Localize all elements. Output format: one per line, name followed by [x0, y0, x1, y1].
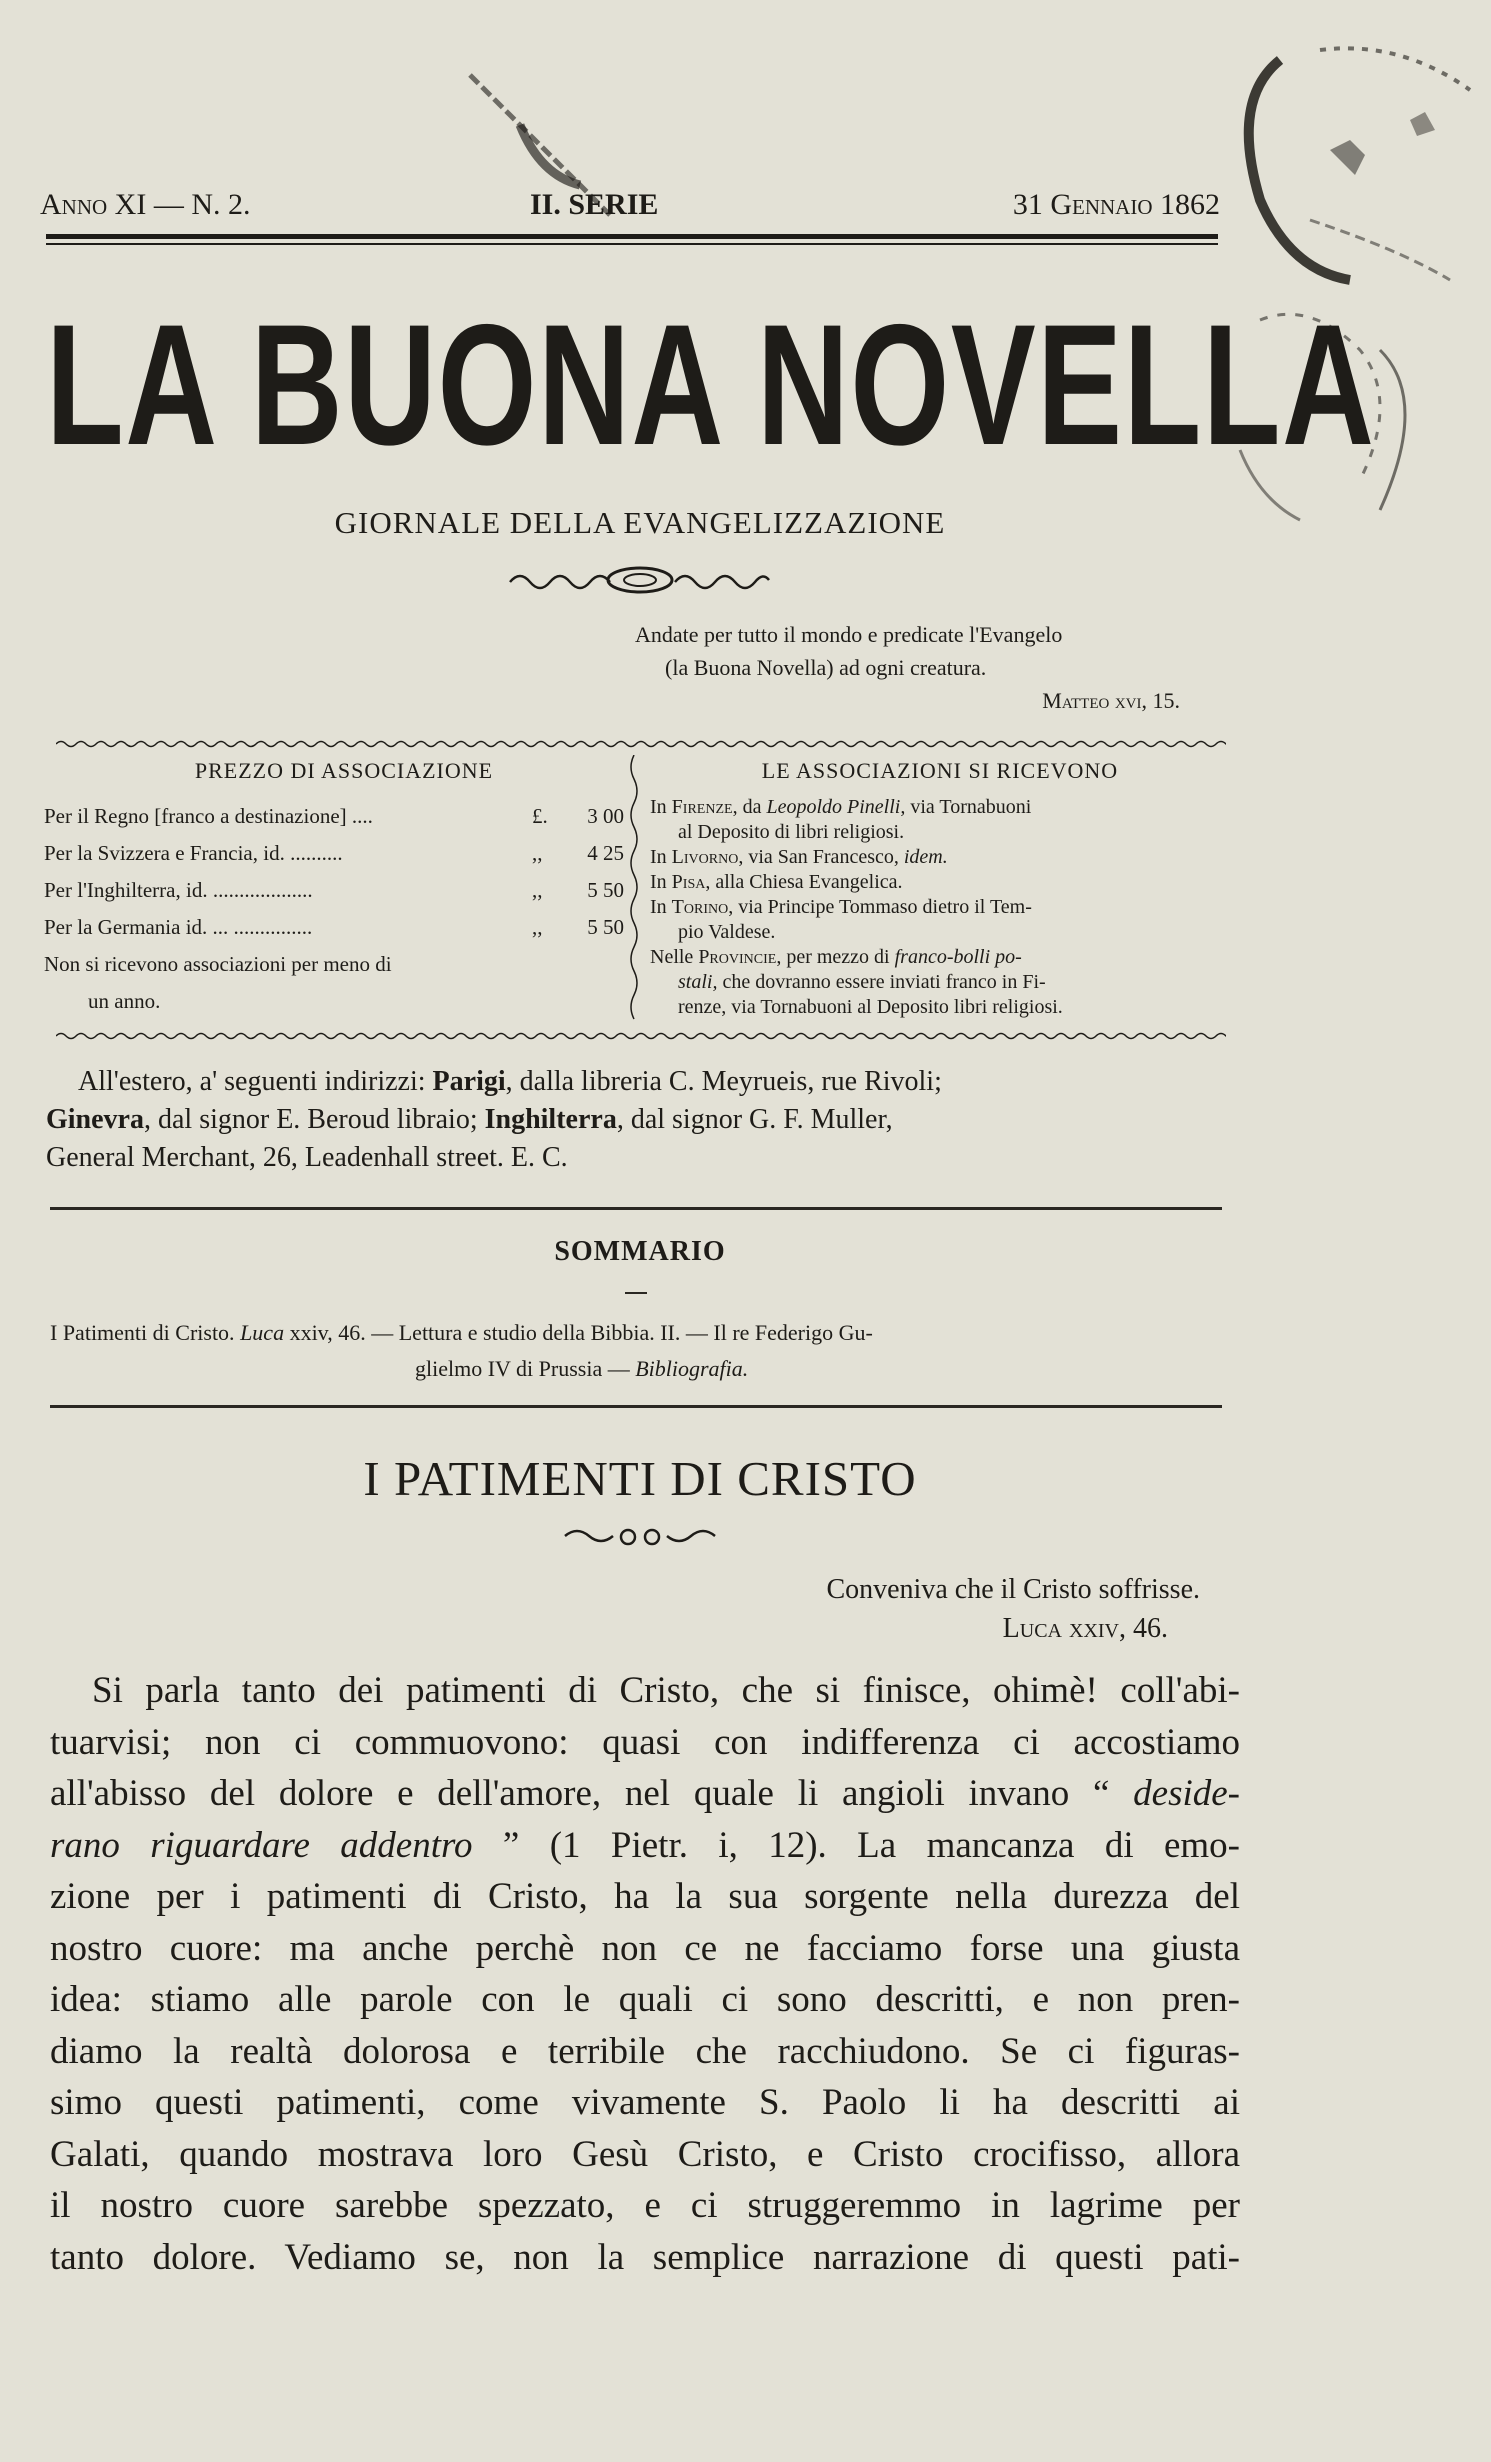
- text: che dovranno essere inviati franco in Fi-: [717, 971, 1046, 993]
- note-line-1: Non si ricevono associazioni per meno di: [44, 952, 392, 976]
- foreign-agents: [46, 1063, 1221, 1177]
- price-amount: 3 00: [587, 804, 624, 828]
- masthead-subtitle: GIORNALE DELLA EVANGELIZZAZIONE: [334, 505, 946, 540]
- country-name: Inghilterra: [484, 1104, 617, 1135]
- text: In: [650, 871, 672, 893]
- price-amount: 5 50: [587, 915, 624, 939]
- region-name: Provincie: [698, 946, 777, 968]
- office-pisa: [650, 870, 1230, 895]
- price-currency: ,,: [532, 915, 543, 939]
- text: Luca: [240, 1320, 285, 1345]
- epigraph-reference: Luca xxiv, 46.: [1002, 1613, 1168, 1644]
- text: glielmo IV di Prussia —: [415, 1356, 636, 1381]
- article-title: I PATIMENTI DI CRISTO: [363, 1451, 917, 1506]
- summary-line-1: [50, 1315, 1240, 1351]
- body-line: diamo la realtà dolorosa e terribile che racchiudono. Se ci figuras-: [50, 2030, 1240, 2072]
- text: , dalla libreria C. Meyrueis, rue Rivoli;: [505, 1066, 942, 1097]
- text: Nelle: [650, 946, 699, 968]
- foreign-line: [46, 1063, 1221, 1101]
- office-livorno: [650, 845, 1230, 870]
- price-currency: ,,: [532, 841, 543, 865]
- note-line-2: un anno.: [88, 989, 161, 1013]
- body-line: Si parla tanto dei patimenti di Cristo, che si finisce, ohimè! coll'abi-: [92, 1670, 1240, 1711]
- wavy-divider-bottom: [56, 1030, 1226, 1042]
- article-epigraph: [700, 1570, 1200, 1648]
- price-row: [44, 798, 624, 835]
- text: , alla Chiesa Evangelica.: [705, 871, 903, 893]
- header-rule-thin: [46, 243, 1218, 245]
- price-row: [44, 909, 624, 946]
- summary-heading: SOMMARIO: [554, 1236, 726, 1267]
- price-label: Per il Regno [franco a destinazione] ....: [44, 804, 373, 828]
- text: all'abisso del dolore e dell'amore, nel quale li angioli invano “: [50, 1773, 1134, 1814]
- office-torino-cont: pio Valdese.: [678, 921, 776, 943]
- price-currency: ,,: [532, 878, 543, 902]
- text: , per mezzo di: [776, 946, 895, 968]
- foreign-line: General Merchant, 26, Leadenhall street. E. C.: [46, 1142, 568, 1173]
- text: franco-bolli po-: [894, 946, 1022, 968]
- city-name: Parigi: [432, 1066, 506, 1097]
- price-amount: 5 50: [587, 878, 624, 902]
- text: rano riguardare addentro: [50, 1824, 473, 1866]
- text: deside-: [1133, 1773, 1240, 1814]
- office-firenze-cont: al Deposito di libri religiosi.: [678, 821, 905, 843]
- city-name: Pisa: [671, 871, 706, 893]
- section-rule: [50, 1405, 1222, 1408]
- text: xxiv, 46. — Lettura e studio della Bibbia. II. — Il re Federigo Gu-: [284, 1320, 873, 1345]
- foreign-line: [46, 1101, 1221, 1139]
- minimum-term-note: [44, 946, 564, 1020]
- motto-line-1: Andate per tutto il mondo e predicate l'Evangelo: [635, 622, 1063, 647]
- office-provincie-cont2: renze, via Tornabuoni al Deposito libri religiosi.: [678, 996, 1063, 1018]
- wavy-divider-top: [56, 738, 1226, 750]
- epigraph-text: Conveniva che il Cristo soffrisse.: [826, 1574, 1200, 1605]
- summary-line-2: [50, 1351, 1240, 1387]
- price-amount: 4 25: [587, 841, 624, 865]
- text: idem.: [903, 846, 948, 868]
- header-rule: [46, 234, 1218, 239]
- body-line: [50, 1820, 1240, 1872]
- city-name: Ginevra: [46, 1104, 144, 1135]
- text: All'estero, a' seguenti indirizzi:: [78, 1066, 433, 1097]
- prices-heading: PREZZO DI ASSOCIAZIONE: [194, 758, 494, 783]
- body-line: tuarvisi; non ci commuovono: quasi con indifferenza ci accostiamo: [50, 1721, 1240, 1763]
- summary-dash: [625, 1292, 647, 1294]
- price-label: Per l'Inghilterra, id. ...................: [44, 878, 313, 902]
- text: I Patimenti di Cristo.: [50, 1320, 241, 1345]
- motto-line-2: (la Buona Novella) ad ogni creatura.: [665, 655, 987, 680]
- motto-reference: Matteo xvi, 15.: [1042, 688, 1180, 713]
- issue-line: [40, 178, 1220, 228]
- body-line: Galati, quando mostrava loro Gesù Cristo, e Cristo crocifisso, allora: [50, 2133, 1240, 2175]
- city-name: Firenze: [671, 796, 733, 818]
- agent-name: Leopoldo Pinelli,: [766, 796, 906, 818]
- text: , dal signor G. F. Muller,: [616, 1104, 893, 1135]
- text: Bibliografia.: [635, 1356, 749, 1381]
- office-firenze: [650, 795, 1230, 820]
- article-body: [50, 1665, 1240, 2283]
- subscription-offices: [650, 758, 1230, 1020]
- text: , via San Francesco,: [738, 846, 904, 868]
- text: In: [650, 796, 672, 818]
- body-line: il nostro cuore sarebbe spezzato, e ci struggeremmo in lagrime per: [50, 2185, 1240, 2226]
- flourish-ornament: [505, 560, 775, 600]
- section-rule: [50, 1207, 1222, 1210]
- title-ornament: [560, 1522, 720, 1552]
- office-torino: [650, 895, 1230, 920]
- subscription-prices: [44, 758, 624, 1020]
- summary-contents: [50, 1315, 1240, 1387]
- text: , via Principe Tommaso dietro il Tem-: [728, 896, 1032, 918]
- price-label: Per la Svizzera e Francia, id. ..........: [44, 841, 343, 865]
- text: In: [650, 846, 672, 868]
- text: via Tornabuoni: [905, 796, 1032, 818]
- price-currency: £.: [532, 804, 548, 828]
- body-line: nostro cuore: ma anche perchè non ce ne facciamo forse una giusta: [50, 1927, 1240, 1969]
- issue-date: 31 Gennaio 1862: [1012, 188, 1220, 221]
- text: , da: [732, 796, 767, 818]
- text: stali,: [678, 971, 718, 993]
- price-row: [44, 872, 624, 909]
- price-label: Per la Germania id. ... ...............: [44, 915, 313, 939]
- city-name: Torino: [671, 896, 729, 918]
- text: , dal signor E. Beroud libraio;: [144, 1104, 485, 1135]
- city-name: Livorno: [671, 846, 739, 868]
- text: In: [650, 896, 672, 918]
- body-line: idea: stiamo alle parole con le quali ci sono descritti, e non pren-: [50, 1979, 1240, 2020]
- office-provincie-cont: [650, 970, 1230, 995]
- epigraph-motto: [635, 618, 1215, 717]
- issue-number: Anno XI — N. 2.: [40, 188, 251, 221]
- masthead-title: LA BUONA NOVELLA: [46, 289, 1376, 481]
- body-line: simo questi patimenti, come vivamente S. Paolo li ha descritti ai: [50, 2082, 1240, 2123]
- body-line: zione per i patimenti di Cristo, ha la sua sorgente nella durezza del: [50, 1876, 1240, 1917]
- body-line: [50, 1768, 1240, 1820]
- offices-heading: LE ASSOCIAZIONI SI RICEVONO: [761, 758, 1119, 783]
- body-line: tanto dolore. Vediamo se, non la semplice narrazione di questi pati-: [50, 2236, 1240, 2278]
- price-row: [44, 835, 624, 872]
- series-label: II. SERIE: [530, 188, 659, 221]
- brace-divider: [625, 755, 643, 1025]
- text: ” (1 Pietr. i, 12). La mancanza di emo-: [472, 1824, 1241, 1866]
- office-provincie: [650, 945, 1230, 970]
